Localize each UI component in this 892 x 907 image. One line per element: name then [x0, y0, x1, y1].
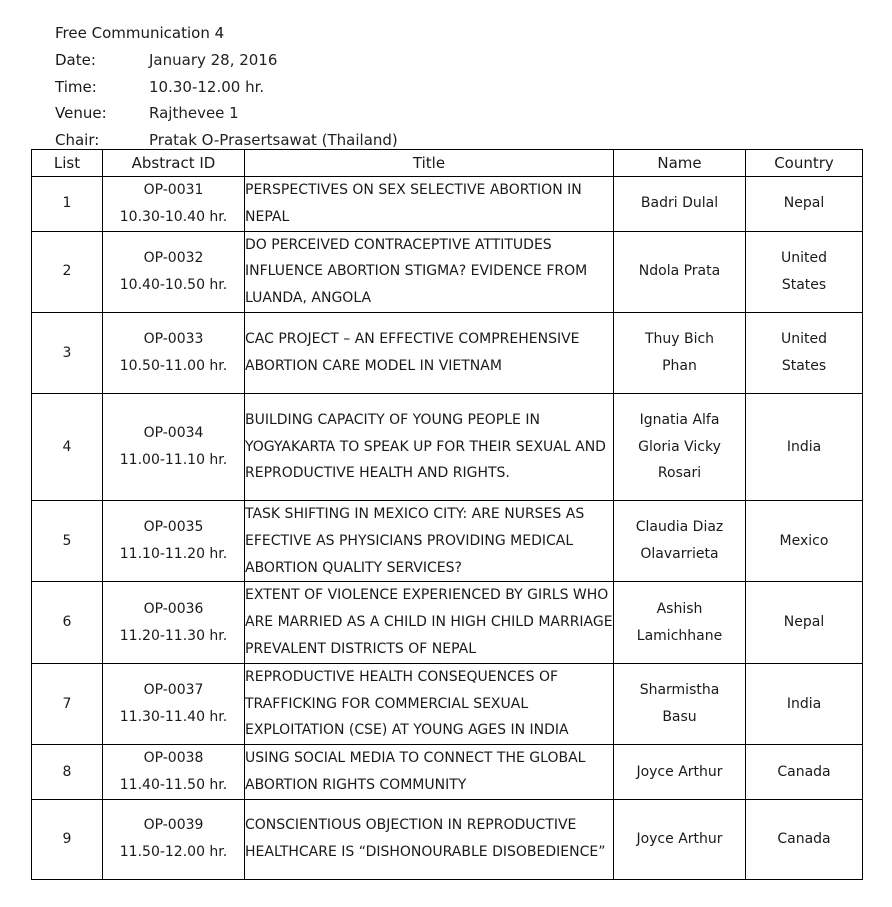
presenter-name-line: Gloria Vicky	[638, 438, 721, 455]
list-number-cell: 3	[32, 312, 103, 393]
abstract-id: OP-0033	[143, 331, 204, 348]
table-row	[32, 312, 863, 393]
list-number-cell: 5	[32, 500, 103, 581]
presenter-name-line: Joyce Arthur	[636, 763, 723, 780]
title-cell: BUILDING CAPACITY OF YOUNG PEOPLE IN YOGYAKARTA TO SPEAK UP FOR THEIR SEXUAL AND REPRODUCTIVE HEALTH AND RIGHTS.	[245, 393, 614, 500]
country-cell: Nepal	[746, 582, 863, 663]
table-row	[32, 745, 863, 800]
abstract-time: 11.30-11.40 hr.	[119, 708, 228, 725]
presenter-name-line: Claudia Diaz	[635, 519, 724, 536]
abstract-id-cell	[103, 393, 245, 500]
presenter-name-cell	[614, 745, 746, 800]
list-number-cell: 1	[32, 177, 103, 232]
abstract-time: 11.40-11.50 hr.	[119, 776, 228, 793]
presenter-name-line: Sharmistha	[639, 682, 720, 699]
presenter-name-line: Basu	[662, 708, 697, 725]
presenter-name-cell	[614, 177, 746, 232]
date-label: Date:	[55, 50, 96, 69]
list-number-cell: 6	[32, 582, 103, 663]
time-value: 10.30-12.00 hr.	[149, 77, 265, 96]
presenter-name-line: Rosari	[657, 465, 702, 482]
presenter-name-cell	[614, 582, 746, 663]
abstract-id: OP-0031	[143, 182, 204, 198]
abstract-id-cell	[103, 231, 245, 312]
chair-value: Pratak O-Prasertsawat (Thailand)	[149, 131, 398, 150]
abstract-id: OP-0034	[143, 425, 204, 442]
column-header-name: Name	[614, 150, 746, 177]
presenter-name-line: Ndola Prata	[638, 263, 721, 280]
presenter-name-line: Phan	[662, 357, 697, 374]
date-row	[55, 47, 398, 74]
abstract-time: 11.50-12.00 hr.	[119, 844, 228, 861]
presenter-name-line: Joyce Arthur	[636, 830, 723, 847]
title-cell: CAC PROJECT – AN EFFECTIVE COMPREHENSIVE ABORTION CARE MODEL IN VIETNAM	[245, 312, 614, 393]
title-cell: REPRODUCTIVE HEALTH CONSEQUENCES OF TRAFFICKING FOR COMMERCIAL SEXUAL EXPLOITATION (CSE) AT YOUNG AGES IN INDIA	[245, 663, 614, 744]
venue-value: Rajthevee 1	[149, 104, 239, 123]
abstract-id: OP-0032	[143, 249, 204, 266]
session-header	[55, 20, 398, 154]
table-body	[32, 177, 863, 880]
presenter-name-line: Badri Dulal	[640, 195, 719, 212]
presenter-name-cell	[614, 393, 746, 500]
title-cell: USING SOCIAL MEDIA TO CONNECT THE GLOBAL ABORTION RIGHTS COMMUNITY	[245, 745, 614, 800]
title-cell: PERSPECTIVES ON SEX SELECTIVE ABORTION IN NEPAL	[245, 177, 614, 232]
session-title: Free Communication 4	[55, 24, 225, 42]
abstract-id-cell	[103, 663, 245, 744]
abstract-id-cell	[103, 582, 245, 663]
list-number-cell: 2	[32, 231, 103, 312]
abstract-id-cell	[103, 312, 245, 393]
country-cell: Nepal	[746, 177, 863, 232]
presenter-name-line: Olavarrieta	[640, 546, 719, 563]
abstract-id: OP-0035	[143, 519, 204, 536]
column-header-abstract-id: Abstract ID	[103, 150, 245, 177]
abstract-id: OP-0036	[143, 600, 204, 617]
list-number-cell: 8	[32, 745, 103, 800]
list-number-cell: 7	[32, 663, 103, 744]
presenter-name-line: Ignatia Alfa	[639, 411, 720, 428]
time-row	[55, 74, 398, 101]
title-cell: EXTENT OF VIOLENCE EXPERIENCED BY GIRLS WHO ARE MARRIED AS A CHILD IN HIGH CHILD MARRIAGE PREVALENT DISTRICTS OF NEPAL	[245, 582, 614, 663]
program-table	[31, 149, 863, 880]
abstract-time: 10.50-11.00 hr.	[119, 357, 228, 374]
abstract-id-cell	[103, 799, 245, 879]
venue-label: Venue:	[55, 104, 107, 123]
abstract-id: OP-0039	[143, 817, 204, 834]
title-cell: TASK SHIFTING IN MEXICO CITY: ARE NURSES AS EFECTIVE AS PHYSICIANS PROVIDING MEDICAL ABORTION QUALITY SERVICES?	[245, 500, 614, 581]
presenter-name-line: Lamichhane	[636, 627, 723, 644]
country-cell: United States	[746, 231, 863, 312]
column-header-title: Title	[245, 150, 614, 177]
country-cell: Canada	[746, 745, 863, 800]
table-row	[32, 582, 863, 663]
presenter-name-line: Thuy Bich	[644, 331, 715, 348]
table-header-row	[32, 150, 863, 177]
column-header-list: List	[32, 150, 103, 177]
abstract-time: 11.00-11.10 hr.	[119, 451, 228, 468]
time-label: Time:	[55, 77, 97, 96]
table-row	[32, 231, 863, 312]
abstract-time: 11.20-11.30 hr.	[119, 627, 228, 644]
abstract-id-cell	[103, 177, 245, 232]
abstract-id-cell	[103, 500, 245, 581]
list-number-cell: 9	[32, 799, 103, 879]
table-row	[32, 500, 863, 581]
presenter-name-cell	[614, 312, 746, 393]
presenter-name-cell	[614, 799, 746, 879]
country-cell: India	[746, 393, 863, 500]
presenter-name-line: Ashish	[656, 600, 703, 617]
table-row	[32, 177, 863, 232]
abstract-time: 10.40-10.50 hr.	[119, 276, 228, 293]
country-cell: Canada	[746, 799, 863, 879]
presenter-name-cell	[614, 231, 746, 312]
table-row	[32, 393, 863, 500]
venue-row	[55, 100, 398, 127]
title-cell: CONSCIENTIOUS OBJECTION IN REPRODUCTIVE HEALTHCARE IS “DISHONOURABLE DISOBEDIENCE”	[245, 799, 614, 879]
abstract-time: 11.10-11.20 hr.	[119, 546, 228, 563]
country-cell: United States	[746, 312, 863, 393]
abstract-id: OP-0037	[143, 682, 204, 699]
chair-label: Chair:	[55, 131, 100, 150]
country-cell: India	[746, 663, 863, 744]
abstract-id-cell	[103, 745, 245, 800]
presenter-name-cell	[614, 663, 746, 744]
abstract-time: 10.30-10.40 hr.	[119, 208, 228, 225]
presenter-name-cell	[614, 500, 746, 581]
country-cell: Mexico	[746, 500, 863, 581]
table-row	[32, 663, 863, 744]
table-row	[32, 799, 863, 879]
list-number-cell: 4	[32, 393, 103, 500]
date-value: January 28, 2016	[149, 50, 278, 69]
column-header-country: Country	[746, 150, 863, 177]
title-cell: DO PERCEIVED CONTRACEPTIVE ATTITUDES INFLUENCE ABORTION STIGMA? EVIDENCE FROM LUANDA, ANGOLA	[245, 231, 614, 312]
abstract-id: OP-0038	[143, 750, 204, 767]
